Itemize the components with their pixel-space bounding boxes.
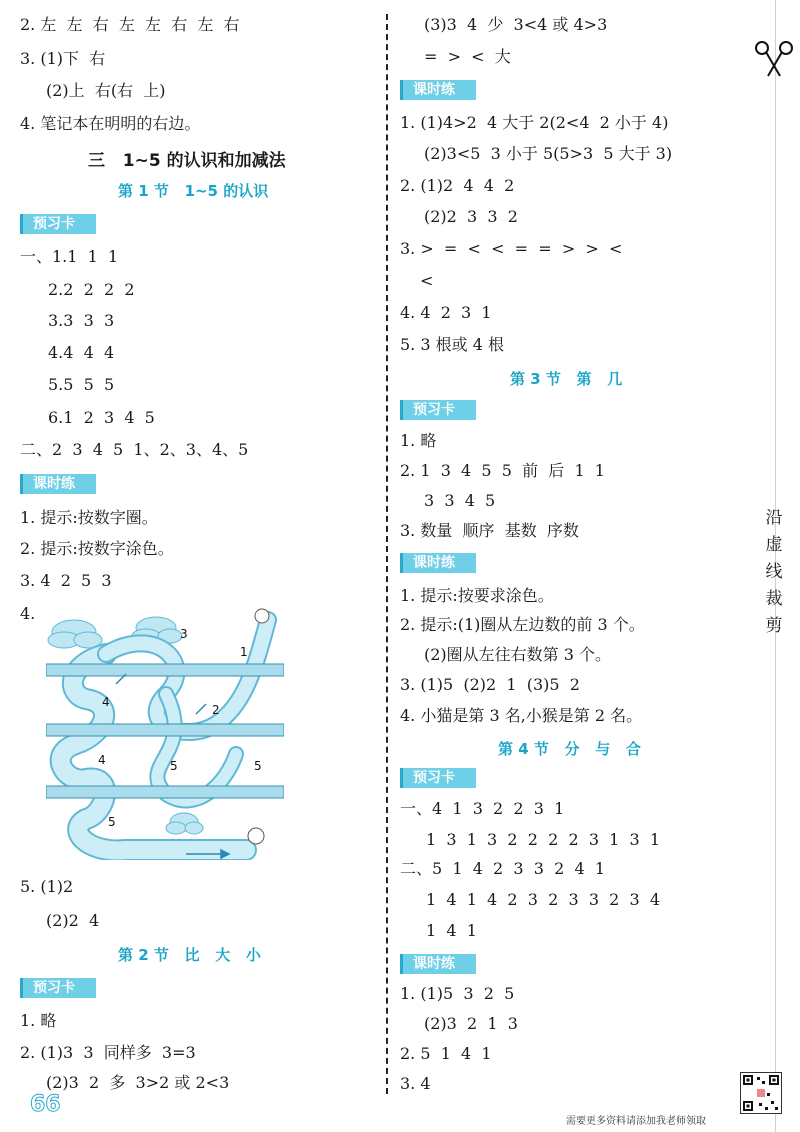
maze-label: 5: [254, 759, 262, 773]
answer-line: 1 4 1 4 2 3 2 3 3 2 3 4: [426, 890, 661, 909]
rabbit-icon: [248, 828, 264, 844]
answer-line: 3. (1)5 (2)2 1 (3)5 2: [400, 675, 580, 694]
answer-line: 3. 4: [400, 1074, 431, 1093]
lesson-practice-tag: 课时练: [400, 553, 476, 573]
answer-line: 3. (1)下 右: [20, 49, 106, 68]
answer-line: 1. (1)5 3 2 5: [400, 984, 515, 1003]
preview-card-tag: 预习卡: [400, 768, 476, 788]
answer-line: = > < 大: [424, 47, 511, 66]
answer-line: 1 4 1: [426, 921, 477, 940]
answer-line: 4.: [20, 604, 36, 623]
monkey-icon: [255, 609, 269, 623]
answer-line: (3)3 4 少 3<4 或 4>3: [424, 15, 608, 34]
footer-note: 需要更多资料请添加我老师领取: [566, 1116, 706, 1127]
answer-line: 4. 小猫是第 3 名,小猴是第 2 名。: [400, 706, 643, 725]
answer-line: 4. 笔记本在明明的右边。: [20, 114, 201, 133]
maze-illustration: [46, 604, 284, 860]
maze-label: 3: [180, 627, 188, 641]
answer-line: 1. (1)4>2 4 大于 2(2<4 2 小于 4): [400, 113, 669, 132]
maze-label: 4: [102, 695, 110, 709]
lesson-practice-tag: 课时练: [400, 954, 476, 974]
answer-line: 1. 略: [20, 1011, 57, 1030]
preview-card-tag: 预习卡: [20, 214, 96, 234]
answer-line: (2)3 2 1 3: [424, 1014, 518, 1033]
answer-line: 3. 数量 顺序 基数 序数: [400, 521, 579, 540]
cut-instruction: 沿虚线裁剪: [765, 508, 783, 636]
answer-line: 3. 4 2 5 3: [20, 571, 112, 590]
preview-card-tag: 预习卡: [20, 978, 96, 998]
answer-line: (2)上 右(右 上): [46, 81, 166, 100]
answer-line: 一、4 1 3 2 2 3 1: [400, 799, 565, 818]
answer-line: 二、5 1 4 2 3 3 2 4 1: [400, 859, 605, 878]
answer-line: 1. 提示:按数字圈。: [20, 508, 158, 527]
answer-line: 一、1.1 1 1: [20, 247, 119, 266]
qr-code-icon: [740, 1072, 782, 1114]
answer-line: (2)2 4: [46, 911, 100, 930]
answer-line: 2. 1 3 4 5 5 前 后 1 1: [400, 461, 605, 480]
answer-line: (2)2 3 3 2: [424, 207, 518, 226]
answer-line: 5. 3 根或 4 根: [400, 335, 504, 354]
answer-line: 5.5 5 5: [48, 375, 115, 394]
lesson-practice-tag: 课时练: [20, 474, 96, 494]
answer-line: 4. 4 2 3 1: [400, 303, 492, 322]
answer-line: 2. 5 1 4 1: [400, 1044, 492, 1063]
answer-line: 1. 提示:按要求涂色。: [400, 586, 554, 605]
answer-line: 2. 提示:按数字涂色。: [20, 539, 174, 558]
answer-line: 2.2 2 2 2: [48, 280, 135, 299]
answer-line: 6.1 2 3 4 5: [48, 408, 155, 427]
answer-line: 5. (1)2: [20, 877, 74, 896]
answer-line: 2. (1)2 4 4 2: [400, 176, 515, 195]
answer-line: 1. 略: [400, 431, 437, 450]
section-title: 第 1 节 1~5 的认识: [118, 182, 269, 200]
answer-line: 2. (1)3 3 同样多 3=3: [20, 1043, 196, 1062]
section-title: 第 2 节 比 大 小: [118, 946, 261, 964]
answer-line: 3. > = < < = = > > <: [400, 239, 623, 258]
column-divider: [386, 14, 388, 1094]
answer-line: (2)3 2 多 3>2 或 2<3: [46, 1073, 230, 1092]
answer-line: 1 3 1 3 2 2 2 2 3 1 3 1: [426, 830, 661, 849]
answer-line: (2)3<5 3 小于 5(5>3 5 大于 3): [424, 144, 673, 163]
page-number: 66: [30, 1092, 61, 1117]
section-title: 第 4 节 分 与 合: [498, 740, 641, 758]
answer-line: 2. 左 左 右 左 左 右 左 右: [20, 15, 240, 34]
maze-label: 1: [240, 645, 248, 659]
answer-line: (2)圈从左往右数第 3 个。: [424, 645, 612, 664]
maze-label: 2: [212, 703, 220, 717]
section-title: 第 3 节 第 几: [510, 370, 623, 388]
maze-label: 5: [170, 759, 178, 773]
answer-line: 3.3 3 3: [48, 311, 115, 330]
answer-line: 3 3 4 5: [424, 491, 496, 510]
scissors-icon: [752, 36, 796, 80]
maze-label: 5: [108, 815, 116, 829]
maze-label: 4: [98, 753, 106, 767]
preview-card-tag: 预习卡: [400, 400, 476, 420]
answer-line: 二、2 3 4 5 1、2、3、4、5: [20, 440, 249, 459]
chapter-title: 三 1~5 的认识和加减法: [88, 151, 286, 171]
answer-line: <: [420, 271, 434, 290]
answer-line: 4.4 4 4: [48, 343, 115, 362]
answer-line: 2. 提示:(1)圈从左边数的前 3 个。: [400, 615, 645, 634]
lesson-practice-tag: 课时练: [400, 80, 476, 100]
